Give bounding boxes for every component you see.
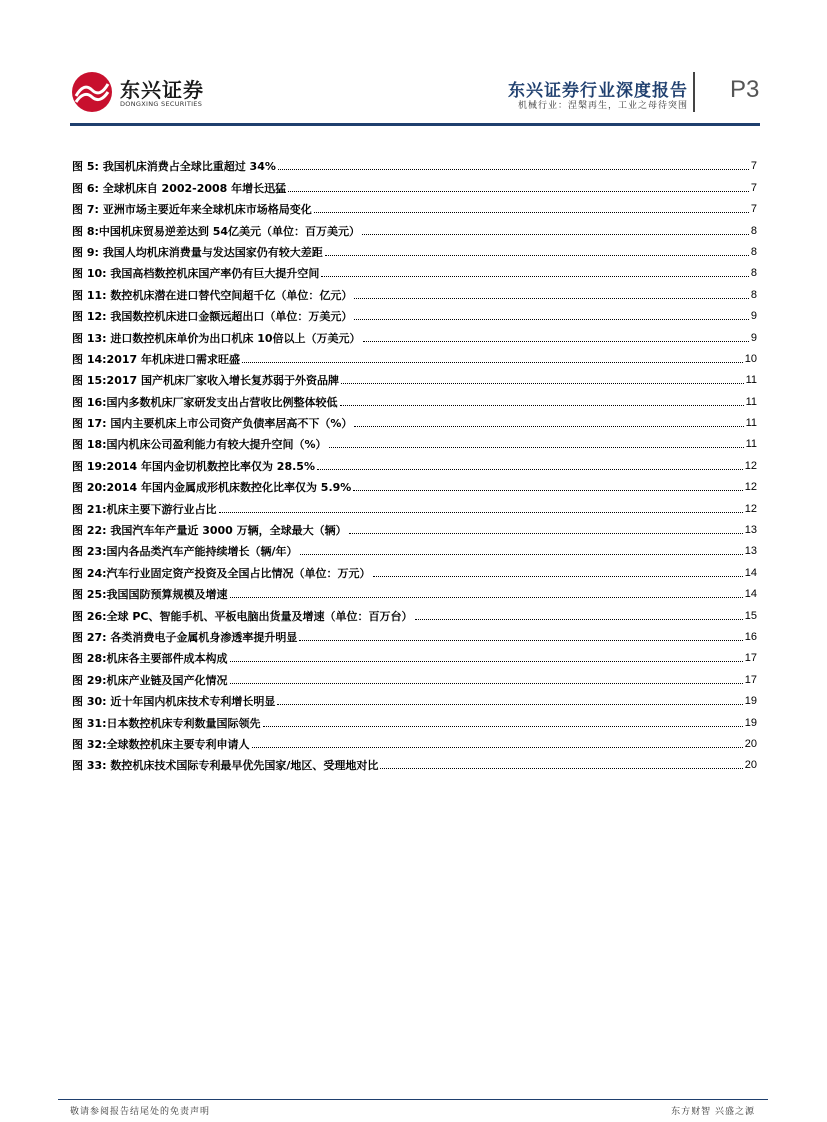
toc-entry-title: 图 15:2017 国产机床厂家收入增长复苏弱于外资品牌 — [72, 374, 339, 388]
toc-entry-page: 9 — [750, 310, 757, 323]
toc-leader-dots — [230, 661, 743, 662]
toc-leader-dots — [230, 683, 743, 684]
toc-entry-page: 11 — [745, 395, 757, 408]
logo-english-text: DONGXING SECURITIES — [120, 100, 203, 108]
toc-entry-title: 图 18:国内机床公司盈利能力有较大提升空间（%） — [72, 438, 327, 452]
toc-entry[interactable] — [72, 215, 757, 236]
footer-disclaimer: 敬请参阅报告结尾处的免责声明 — [70, 1107, 211, 1117]
toc-entry-page: 8 — [750, 245, 757, 258]
toc-leader-dots — [340, 405, 744, 406]
toc-entry[interactable] — [72, 237, 757, 258]
toc-leader-dots — [219, 512, 743, 513]
toc-entry-title: 图 16:国内多数机床厂家研发支出占营收比例整体较低 — [72, 395, 338, 409]
toc-leader-dots — [300, 554, 743, 555]
toc-entry[interactable] — [72, 386, 757, 407]
toc-leader-dots — [317, 469, 743, 470]
toc-entry-page: 17 — [744, 673, 757, 686]
toc-entry-page: 11 — [745, 374, 757, 387]
toc-leader-dots — [362, 234, 749, 235]
toc-leader-dots — [263, 726, 743, 727]
toc-entry-page: 14 — [744, 588, 757, 601]
toc-entry[interactable] — [72, 408, 757, 429]
toc-entry-page: 13 — [744, 545, 757, 558]
toc-entry[interactable] — [72, 750, 757, 771]
toc-leader-dots — [299, 640, 742, 641]
toc-entry-title: 图 21:机床主要下游行业占比 — [72, 502, 217, 516]
toc-entry-page: 12 — [744, 502, 757, 515]
toc-entry[interactable] — [72, 686, 757, 707]
toc-entry-title: 图 14:2017 年机床进口需求旺盛 — [72, 352, 240, 366]
toc-entry-title: 图 13: 进口数控机床单价为出口机床 10倍以上（万美元） — [72, 331, 361, 345]
toc-entry-title: 图 5: 我国机床消费占全球比重超过 34% — [72, 160, 276, 174]
toc-leader-dots — [230, 597, 743, 598]
page-number: P3 — [730, 76, 760, 103]
toc-entry-title: 图 23:国内各品类汽车产能持续增长（辆/年） — [72, 545, 298, 559]
toc-entry-page: 12 — [744, 481, 757, 494]
toc-leader-dots — [354, 298, 749, 299]
toc-entry[interactable] — [72, 365, 757, 386]
toc-entry-title: 图 11: 数控机床潜在进口替代空间超千亿（单位：亿元） — [72, 288, 353, 302]
toc-leader-dots — [242, 362, 743, 363]
logo-text: 东兴证券 — [120, 78, 204, 102]
toc-entry-page: 9 — [750, 331, 757, 344]
report-subtitle: 机械行业：涅槃再生，工业之母待突围 — [517, 101, 688, 111]
toc-entry-title: 图 27: 各类消费电子金属机身渗透率提升明显 — [72, 630, 298, 644]
toc-entry-title: 图 17: 国内主要机床上市公司资产负债率居高不下（%） — [72, 417, 353, 431]
toc-leader-dots — [329, 447, 744, 448]
toc-entry[interactable] — [72, 151, 757, 172]
toc-entry-page: 11 — [745, 417, 757, 430]
toc-entry[interactable] — [72, 194, 757, 215]
toc-entry-title: 图 24:汽车行业固定资产投资及全国占比情况（单位：万元） — [72, 566, 371, 580]
toc-leader-dots — [288, 191, 749, 192]
toc-leader-dots — [363, 341, 749, 342]
toc-leader-dots — [353, 490, 742, 491]
toc-entry-page: 17 — [744, 652, 757, 665]
toc-entry[interactable] — [72, 707, 757, 728]
toc-leader-dots — [354, 319, 749, 320]
figure-list — [72, 151, 757, 771]
toc-entry[interactable] — [72, 600, 757, 621]
toc-entry-page: 12 — [744, 459, 757, 472]
toc-leader-dots — [252, 747, 743, 748]
toc-entry[interactable] — [72, 664, 757, 685]
toc-entry[interactable] — [72, 172, 757, 193]
toc-entry-title: 图 6: 全球机床自 2002-2008 年增长迅猛 — [72, 181, 287, 195]
toc-entry-title: 图 8:中国机床贸易逆差达到 54亿美元（单位：百万美元） — [72, 224, 361, 238]
toc-entry-page: 8 — [750, 224, 757, 237]
toc-entry-title: 图 9: 我国人均机床消费量与发达国家仍有较大差距 — [72, 245, 323, 259]
toc-entry[interactable] — [72, 258, 757, 279]
toc-entry-page: 7 — [750, 160, 757, 173]
toc-entry-page: 14 — [744, 566, 757, 579]
toc-entry[interactable] — [72, 344, 757, 365]
toc-entry-page: 15 — [744, 609, 757, 622]
toc-entry[interactable] — [72, 643, 757, 664]
toc-entry-title: 图 7: 亚洲市场主要近年来全球机床市场格局变化 — [72, 203, 312, 217]
toc-entry-title: 图 28:机床各主要部件成本构成 — [72, 652, 228, 666]
toc-entry-page: 19 — [744, 695, 757, 708]
toc-leader-dots — [321, 276, 749, 277]
toc-leader-dots — [325, 255, 749, 256]
toc-entry-page: 20 — [744, 759, 757, 772]
toc-entry-page: 16 — [744, 630, 757, 643]
header-divider — [693, 72, 695, 112]
toc-entry-page: 20 — [744, 737, 757, 750]
toc-entry[interactable] — [72, 622, 757, 643]
toc-entry-title: 图 30: 近十年国内机床技术专利增长明显 — [72, 695, 276, 709]
toc-entry-title: 图 31:日本数控机床专利数量国际领先 — [72, 716, 261, 730]
toc-leader-dots — [341, 383, 744, 384]
toc-entry-title: 图 20:2014 年国内金属成形机床数控化比率仅为 5.9% — [72, 481, 352, 495]
toc-entry-title: 图 26:全球 PC、智能手机、平板电脑出货量及增速（单位：百万台） — [72, 609, 413, 623]
footer-slogan: 东方财智 兴盛之源 — [671, 1107, 755, 1117]
toc-entry[interactable] — [72, 557, 757, 578]
toc-entry-page: 10 — [744, 352, 757, 365]
toc-entry[interactable] — [72, 429, 757, 450]
toc-entry[interactable] — [72, 579, 757, 600]
toc-leader-dots — [278, 169, 749, 170]
toc-entry-page: 8 — [750, 267, 757, 280]
toc-entry-title: 图 12: 我国数控机床进口金额远超出口（单位：万美元） — [72, 310, 353, 324]
toc-leader-dots — [349, 533, 743, 534]
toc-leader-dots — [380, 768, 742, 769]
toc-leader-dots — [373, 576, 743, 577]
toc-entry[interactable] — [72, 536, 757, 557]
toc-entry-title: 图 10: 我国高档数控机床国产率仍有巨大提升空间 — [72, 267, 320, 281]
toc-entry-page: 8 — [750, 288, 757, 301]
toc-entry[interactable] — [72, 515, 757, 536]
toc-entry-page: 7 — [750, 181, 757, 194]
toc-entry-title: 图 32:全球数控机床主要专利申请人 — [72, 737, 250, 751]
toc-entry-title: 图 33: 数控机床技术国际专利最早优先国家/地区、受理地对比 — [72, 759, 379, 773]
toc-entry-page: 13 — [744, 524, 757, 537]
toc-entry[interactable] — [72, 493, 757, 514]
toc-entry-page: 11 — [745, 438, 757, 451]
toc-leader-dots — [277, 704, 742, 705]
toc-leader-dots — [415, 619, 743, 620]
toc-entry[interactable] — [72, 322, 757, 343]
toc-leader-dots — [314, 212, 749, 213]
toc-entry[interactable] — [72, 279, 757, 300]
toc-entry-title: 图 19:2014 年国内金切机数控比率仅为 28.5% — [72, 459, 315, 473]
toc-entry-page: 7 — [750, 203, 757, 216]
dongxing-logo-icon — [70, 70, 114, 114]
toc-entry[interactable] — [72, 729, 757, 750]
report-title: 东兴证券行业深度报告 — [508, 81, 688, 101]
toc-entry-title: 图 29:机床产业链及国产化情况 — [72, 673, 228, 687]
footer-rule — [58, 1099, 768, 1100]
toc-entry-page: 19 — [744, 716, 757, 729]
toc-entry[interactable] — [72, 301, 757, 322]
toc-leader-dots — [354, 426, 743, 427]
toc-entry[interactable] — [72, 450, 757, 471]
toc-entry[interactable] — [72, 472, 757, 493]
header-rule — [70, 123, 760, 126]
toc-entry-title: 图 22: 我国汽车年产量近 3000 万辆，全球最大（辆） — [72, 524, 347, 538]
toc-entry-title: 图 25:我国国防预算规模及增速 — [72, 588, 228, 602]
page-header — [70, 62, 760, 128]
